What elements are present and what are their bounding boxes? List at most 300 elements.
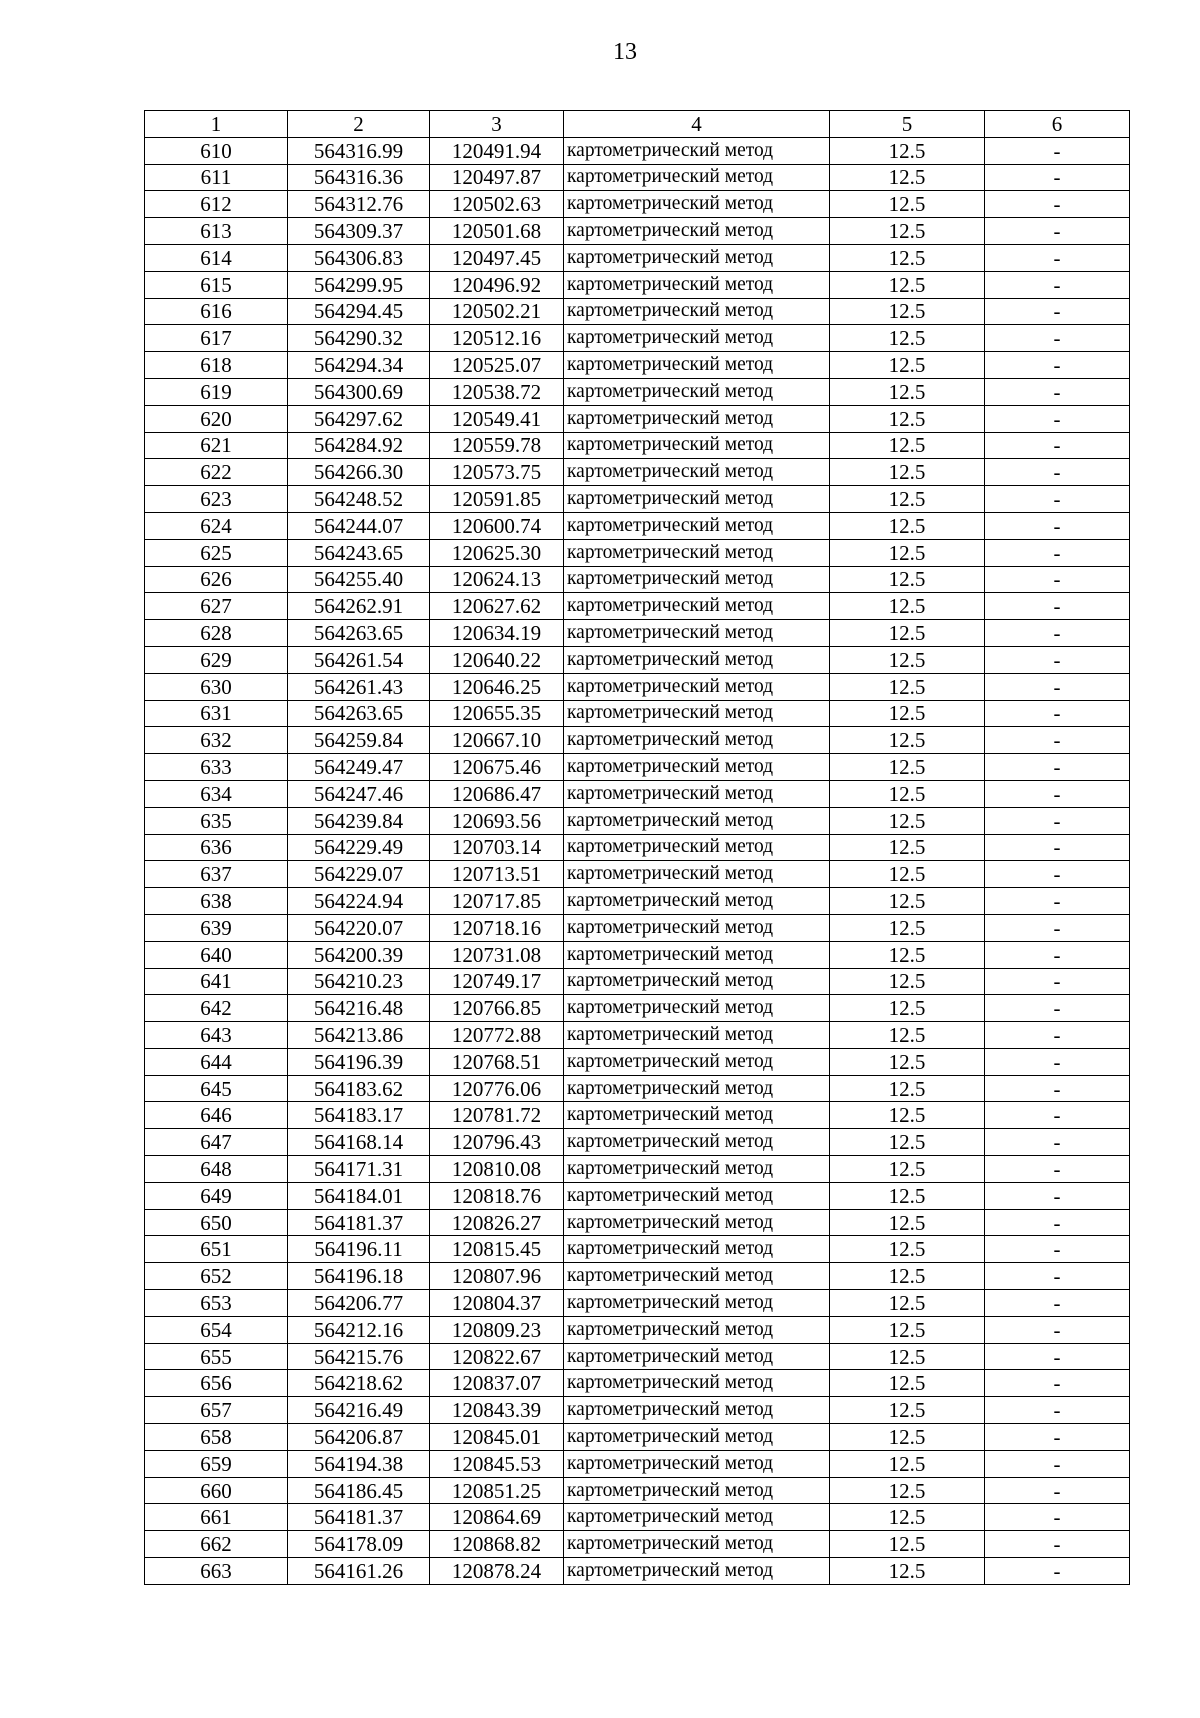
accuracy-cell: 12.5 <box>830 1424 985 1451</box>
point-number-cell: 628 <box>145 620 288 647</box>
point-number-cell: 647 <box>145 1129 288 1156</box>
method-cell: картометрический метод <box>564 968 830 995</box>
x-coordinate-cell: 564263.65 <box>288 620 430 647</box>
point-number-cell: 633 <box>145 754 288 781</box>
note-cell: - <box>985 1450 1130 1477</box>
x-coordinate-cell: 564216.49 <box>288 1397 430 1424</box>
table-row <box>145 1290 1130 1317</box>
method-cell: картометрический метод <box>564 137 830 164</box>
note-cell: - <box>985 271 1130 298</box>
table-row <box>145 1075 1130 1102</box>
y-coordinate-cell: 120538.72 <box>430 378 564 405</box>
x-coordinate-cell: 564312.76 <box>288 191 430 218</box>
x-coordinate-cell: 564200.39 <box>288 941 430 968</box>
x-coordinate-cell: 564299.95 <box>288 271 430 298</box>
point-number-cell: 613 <box>145 218 288 245</box>
y-coordinate-cell: 120818.76 <box>430 1182 564 1209</box>
note-cell: - <box>985 432 1130 459</box>
table-row <box>145 244 1130 271</box>
point-number-cell: 615 <box>145 271 288 298</box>
note-cell: - <box>985 325 1130 352</box>
point-number-cell: 631 <box>145 700 288 727</box>
accuracy-cell: 12.5 <box>830 137 985 164</box>
method-cell: картометрический метод <box>564 834 830 861</box>
table-row <box>145 566 1130 593</box>
x-coordinate-cell: 564186.45 <box>288 1477 430 1504</box>
accuracy-cell: 12.5 <box>830 1290 985 1317</box>
point-number-cell: 626 <box>145 566 288 593</box>
table-row <box>145 191 1130 218</box>
point-number-cell: 650 <box>145 1209 288 1236</box>
method-cell: картометрический метод <box>564 459 830 486</box>
table-row <box>145 1450 1130 1477</box>
accuracy-cell: 12.5 <box>830 1450 985 1477</box>
table-row <box>145 137 1130 164</box>
point-number-cell: 639 <box>145 914 288 941</box>
x-coordinate-cell: 564243.65 <box>288 539 430 566</box>
accuracy-cell: 12.5 <box>830 352 985 379</box>
table-row <box>145 1397 1130 1424</box>
method-cell: картометрический метод <box>564 646 830 673</box>
x-coordinate-cell: 564183.17 <box>288 1102 430 1129</box>
point-number-cell: 624 <box>145 512 288 539</box>
accuracy-cell: 12.5 <box>830 191 985 218</box>
point-number-cell: 630 <box>145 673 288 700</box>
x-coordinate-cell: 564300.69 <box>288 378 430 405</box>
accuracy-cell: 12.5 <box>830 861 985 888</box>
note-cell: - <box>985 1531 1130 1558</box>
note-cell: - <box>985 191 1130 218</box>
table-row <box>145 914 1130 941</box>
point-number-cell: 637 <box>145 861 288 888</box>
note-cell: - <box>985 593 1130 620</box>
accuracy-cell: 12.5 <box>830 298 985 325</box>
x-coordinate-cell: 564262.91 <box>288 593 430 620</box>
method-cell: картометрический метод <box>564 1290 830 1317</box>
y-coordinate-cell: 120497.87 <box>430 164 564 191</box>
x-coordinate-cell: 564216.48 <box>288 995 430 1022</box>
point-number-cell: 644 <box>145 1048 288 1075</box>
point-number-cell: 623 <box>145 486 288 513</box>
accuracy-cell: 12.5 <box>830 1236 985 1263</box>
note-cell: - <box>985 218 1130 245</box>
table-row <box>145 539 1130 566</box>
y-coordinate-cell: 120843.39 <box>430 1397 564 1424</box>
note-cell: - <box>985 1558 1130 1585</box>
note-cell: - <box>985 1504 1130 1531</box>
accuracy-cell: 12.5 <box>830 1531 985 1558</box>
y-coordinate-cell: 120749.17 <box>430 968 564 995</box>
accuracy-cell: 12.5 <box>830 727 985 754</box>
note-cell: - <box>985 1022 1130 1049</box>
accuracy-cell: 12.5 <box>830 1182 985 1209</box>
method-cell: картометрический метод <box>564 1504 830 1531</box>
table-row <box>145 593 1130 620</box>
column-header: 2 <box>288 111 430 138</box>
y-coordinate-cell: 120573.75 <box>430 459 564 486</box>
x-coordinate-cell: 564206.87 <box>288 1424 430 1451</box>
x-coordinate-cell: 564266.30 <box>288 459 430 486</box>
y-coordinate-cell: 120501.68 <box>430 218 564 245</box>
y-coordinate-cell: 120655.35 <box>430 700 564 727</box>
point-number-cell: 634 <box>145 780 288 807</box>
note-cell: - <box>985 298 1130 325</box>
y-coordinate-cell: 120772.88 <box>430 1022 564 1049</box>
note-cell: - <box>985 834 1130 861</box>
note-cell: - <box>985 459 1130 486</box>
y-coordinate-cell: 120822.67 <box>430 1343 564 1370</box>
point-number-cell: 652 <box>145 1263 288 1290</box>
table-row <box>145 1236 1130 1263</box>
note-cell: - <box>985 727 1130 754</box>
table-row <box>145 1343 1130 1370</box>
table-row <box>145 512 1130 539</box>
table-row <box>145 405 1130 432</box>
table-row <box>145 727 1130 754</box>
table-row <box>145 1477 1130 1504</box>
method-cell: картометрический метод <box>564 325 830 352</box>
note-cell: - <box>985 1129 1130 1156</box>
accuracy-cell: 12.5 <box>830 1504 985 1531</box>
method-cell: картометрический метод <box>564 914 830 941</box>
note-cell: - <box>985 914 1130 941</box>
note-cell: - <box>985 1156 1130 1183</box>
y-coordinate-cell: 120675.46 <box>430 754 564 781</box>
accuracy-cell: 12.5 <box>830 1397 985 1424</box>
note-cell: - <box>985 1370 1130 1397</box>
x-coordinate-cell: 564316.99 <box>288 137 430 164</box>
accuracy-cell: 12.5 <box>830 1477 985 1504</box>
table-row <box>145 807 1130 834</box>
y-coordinate-cell: 120549.41 <box>430 405 564 432</box>
x-coordinate-cell: 564261.43 <box>288 673 430 700</box>
table-row <box>145 1209 1130 1236</box>
y-coordinate-cell: 120766.85 <box>430 995 564 1022</box>
method-cell: картометрический метод <box>564 1129 830 1156</box>
accuracy-cell: 12.5 <box>830 1129 985 1156</box>
accuracy-cell: 12.5 <box>830 807 985 834</box>
method-cell: картометрический метод <box>564 486 830 513</box>
y-coordinate-cell: 120731.08 <box>430 941 564 968</box>
accuracy-cell: 12.5 <box>830 244 985 271</box>
method-cell: картометрический метод <box>564 620 830 647</box>
note-cell: - <box>985 968 1130 995</box>
note-cell: - <box>985 352 1130 379</box>
column-header: 5 <box>830 111 985 138</box>
point-number-cell: 640 <box>145 941 288 968</box>
point-number-cell: 622 <box>145 459 288 486</box>
x-coordinate-cell: 564184.01 <box>288 1182 430 1209</box>
note-cell: - <box>985 1397 1130 1424</box>
table-row <box>145 1263 1130 1290</box>
accuracy-cell: 12.5 <box>830 968 985 995</box>
method-cell: картометрический метод <box>564 405 830 432</box>
table-row <box>145 754 1130 781</box>
method-cell: картометрический метод <box>564 1477 830 1504</box>
note-cell: - <box>985 1209 1130 1236</box>
accuracy-cell: 12.5 <box>830 1316 985 1343</box>
x-coordinate-cell: 564196.18 <box>288 1263 430 1290</box>
point-number-cell: 655 <box>145 1343 288 1370</box>
table-row <box>145 620 1130 647</box>
y-coordinate-cell: 120497.45 <box>430 244 564 271</box>
x-coordinate-cell: 564239.84 <box>288 807 430 834</box>
y-coordinate-cell: 120627.62 <box>430 593 564 620</box>
accuracy-cell: 12.5 <box>830 486 985 513</box>
y-coordinate-cell: 120768.51 <box>430 1048 564 1075</box>
method-cell: картометрический метод <box>564 780 830 807</box>
point-number-cell: 656 <box>145 1370 288 1397</box>
point-number-cell: 649 <box>145 1182 288 1209</box>
point-number-cell: 642 <box>145 995 288 1022</box>
point-number-cell: 643 <box>145 1022 288 1049</box>
table-row <box>145 271 1130 298</box>
note-cell: - <box>985 1182 1130 1209</box>
note-cell: - <box>985 754 1130 781</box>
x-coordinate-cell: 564290.32 <box>288 325 430 352</box>
note-cell: - <box>985 1236 1130 1263</box>
accuracy-cell: 12.5 <box>830 432 985 459</box>
table-row <box>145 1048 1130 1075</box>
table-row <box>145 298 1130 325</box>
point-number-cell: 618 <box>145 352 288 379</box>
note-cell: - <box>985 1290 1130 1317</box>
x-coordinate-cell: 564249.47 <box>288 754 430 781</box>
y-coordinate-cell: 120809.23 <box>430 1316 564 1343</box>
point-number-cell: 648 <box>145 1156 288 1183</box>
y-coordinate-cell: 120634.19 <box>430 620 564 647</box>
note-cell: - <box>985 673 1130 700</box>
y-coordinate-cell: 120851.25 <box>430 1477 564 1504</box>
note-cell: - <box>985 405 1130 432</box>
y-coordinate-cell: 120807.96 <box>430 1263 564 1290</box>
point-number-cell: 619 <box>145 378 288 405</box>
accuracy-cell: 12.5 <box>830 995 985 1022</box>
x-coordinate-cell: 564181.37 <box>288 1504 430 1531</box>
y-coordinate-cell: 120525.07 <box>430 352 564 379</box>
note-cell: - <box>985 941 1130 968</box>
point-number-cell: 616 <box>145 298 288 325</box>
accuracy-cell: 12.5 <box>830 459 985 486</box>
method-cell: картометрический метод <box>564 1209 830 1236</box>
point-number-cell: 638 <box>145 888 288 915</box>
x-coordinate-cell: 564224.94 <box>288 888 430 915</box>
x-coordinate-cell: 564220.07 <box>288 914 430 941</box>
y-coordinate-cell: 120624.13 <box>430 566 564 593</box>
point-number-cell: 654 <box>145 1316 288 1343</box>
method-cell: картометрический метод <box>564 1182 830 1209</box>
method-cell: картометрический метод <box>564 941 830 968</box>
method-cell: картометрический метод <box>564 727 830 754</box>
note-cell: - <box>985 995 1130 1022</box>
point-number-cell: 632 <box>145 727 288 754</box>
point-number-cell: 641 <box>145 968 288 995</box>
accuracy-cell: 12.5 <box>830 512 985 539</box>
note-cell: - <box>985 512 1130 539</box>
x-coordinate-cell: 564215.76 <box>288 1343 430 1370</box>
note-cell: - <box>985 861 1130 888</box>
y-coordinate-cell: 120512.16 <box>430 325 564 352</box>
x-coordinate-cell: 564263.65 <box>288 700 430 727</box>
y-coordinate-cell: 120713.51 <box>430 861 564 888</box>
note-cell: - <box>985 780 1130 807</box>
point-number-cell: 625 <box>145 539 288 566</box>
x-coordinate-cell: 564161.26 <box>288 1558 430 1585</box>
method-cell: картометрический метод <box>564 1236 830 1263</box>
y-coordinate-cell: 120718.16 <box>430 914 564 941</box>
table-row <box>145 459 1130 486</box>
method-cell: картометрический метод <box>564 1450 830 1477</box>
accuracy-cell: 12.5 <box>830 1075 985 1102</box>
method-cell: картометрический метод <box>564 1022 830 1049</box>
accuracy-cell: 12.5 <box>830 1263 985 1290</box>
method-cell: картометрический метод <box>564 191 830 218</box>
table-row <box>145 432 1130 459</box>
note-cell: - <box>985 646 1130 673</box>
accuracy-cell: 12.5 <box>830 1558 985 1585</box>
method-cell: картометрический метод <box>564 1102 830 1129</box>
x-coordinate-cell: 564244.07 <box>288 512 430 539</box>
point-number-cell: 610 <box>145 137 288 164</box>
x-coordinate-cell: 564213.86 <box>288 1022 430 1049</box>
method-cell: картометрический метод <box>564 673 830 700</box>
y-coordinate-cell: 120776.06 <box>430 1075 564 1102</box>
point-number-cell: 661 <box>145 1504 288 1531</box>
x-coordinate-cell: 564247.46 <box>288 780 430 807</box>
note-cell: - <box>985 1263 1130 1290</box>
method-cell: картометрический метод <box>564 1156 830 1183</box>
table-row <box>145 861 1130 888</box>
note-cell: - <box>985 486 1130 513</box>
column-header: 3 <box>430 111 564 138</box>
point-number-cell: 621 <box>145 432 288 459</box>
y-coordinate-cell: 120837.07 <box>430 1370 564 1397</box>
x-coordinate-cell: 564210.23 <box>288 968 430 995</box>
note-cell: - <box>985 1102 1130 1129</box>
note-cell: - <box>985 888 1130 915</box>
point-number-cell: 658 <box>145 1424 288 1451</box>
y-coordinate-cell: 120491.94 <box>430 137 564 164</box>
y-coordinate-cell: 120864.69 <box>430 1504 564 1531</box>
accuracy-cell: 12.5 <box>830 1156 985 1183</box>
method-cell: картометрический метод <box>564 888 830 915</box>
y-coordinate-cell: 120646.25 <box>430 673 564 700</box>
method-cell: картометрический метод <box>564 1558 830 1585</box>
x-coordinate-cell: 564294.34 <box>288 352 430 379</box>
note-cell: - <box>985 1343 1130 1370</box>
accuracy-cell: 12.5 <box>830 914 985 941</box>
table-row <box>145 780 1130 807</box>
accuracy-cell: 12.5 <box>830 325 985 352</box>
point-number-cell: 617 <box>145 325 288 352</box>
table-row <box>145 1129 1130 1156</box>
table-row <box>145 700 1130 727</box>
y-coordinate-cell: 120845.01 <box>430 1424 564 1451</box>
y-coordinate-cell: 120810.08 <box>430 1156 564 1183</box>
point-number-cell: 635 <box>145 807 288 834</box>
point-number-cell: 659 <box>145 1450 288 1477</box>
accuracy-cell: 12.5 <box>830 1022 985 1049</box>
y-coordinate-cell: 120878.24 <box>430 1558 564 1585</box>
y-coordinate-cell: 120868.82 <box>430 1531 564 1558</box>
table-row <box>145 834 1130 861</box>
y-coordinate-cell: 120625.30 <box>430 539 564 566</box>
method-cell: картометрический метод <box>564 352 830 379</box>
method-cell: картометрический метод <box>564 1424 830 1451</box>
method-cell: картометрический метод <box>564 432 830 459</box>
method-cell: картометрический метод <box>564 700 830 727</box>
accuracy-cell: 12.5 <box>830 888 985 915</box>
table-row <box>145 1102 1130 1129</box>
point-number-cell: 651 <box>145 1236 288 1263</box>
y-coordinate-cell: 120600.74 <box>430 512 564 539</box>
method-cell: картометрический метод <box>564 807 830 834</box>
note-cell: - <box>985 807 1130 834</box>
x-coordinate-cell: 564255.40 <box>288 566 430 593</box>
point-number-cell: 614 <box>145 244 288 271</box>
y-coordinate-cell: 120845.53 <box>430 1450 564 1477</box>
header-row <box>145 111 1130 138</box>
note-cell: - <box>985 1048 1130 1075</box>
method-cell: картометрический метод <box>564 378 830 405</box>
y-coordinate-cell: 120496.92 <box>430 271 564 298</box>
y-coordinate-cell: 120502.63 <box>430 191 564 218</box>
method-cell: картометрический метод <box>564 861 830 888</box>
accuracy-cell: 12.5 <box>830 673 985 700</box>
table-body <box>145 137 1130 1584</box>
x-coordinate-cell: 564229.49 <box>288 834 430 861</box>
note-cell: - <box>985 700 1130 727</box>
x-coordinate-cell: 564316.36 <box>288 164 430 191</box>
column-header: 1 <box>145 111 288 138</box>
column-header: 4 <box>564 111 830 138</box>
method-cell: картометрический метод <box>564 164 830 191</box>
accuracy-cell: 12.5 <box>830 620 985 647</box>
point-number-cell: 660 <box>145 1477 288 1504</box>
y-coordinate-cell: 120591.85 <box>430 486 564 513</box>
accuracy-cell: 12.5 <box>830 1209 985 1236</box>
point-number-cell: 627 <box>145 593 288 620</box>
accuracy-cell: 12.5 <box>830 164 985 191</box>
note-cell: - <box>985 1316 1130 1343</box>
note-cell: - <box>985 1424 1130 1451</box>
method-cell: картометрический метод <box>564 1316 830 1343</box>
table-row <box>145 1531 1130 1558</box>
table-row <box>145 218 1130 245</box>
method-cell: картометрический метод <box>564 271 830 298</box>
table-row <box>145 995 1130 1022</box>
x-coordinate-cell: 564194.38 <box>288 1450 430 1477</box>
x-coordinate-cell: 564212.16 <box>288 1316 430 1343</box>
x-coordinate-cell: 564229.07 <box>288 861 430 888</box>
table-row <box>145 968 1130 995</box>
method-cell: картометрический метод <box>564 1397 830 1424</box>
point-number-cell: 657 <box>145 1397 288 1424</box>
note-cell: - <box>985 244 1130 271</box>
method-cell: картометрический метод <box>564 539 830 566</box>
method-cell: картометрический метод <box>564 1048 830 1075</box>
x-coordinate-cell: 564294.45 <box>288 298 430 325</box>
method-cell: картометрический метод <box>564 1531 830 1558</box>
method-cell: картометрический метод <box>564 566 830 593</box>
table-row <box>145 1558 1130 1585</box>
y-coordinate-cell: 120796.43 <box>430 1129 564 1156</box>
table-row <box>145 673 1130 700</box>
x-coordinate-cell: 564259.84 <box>288 727 430 754</box>
note-cell: - <box>985 1477 1130 1504</box>
table-row <box>145 1316 1130 1343</box>
x-coordinate-cell: 564171.31 <box>288 1156 430 1183</box>
